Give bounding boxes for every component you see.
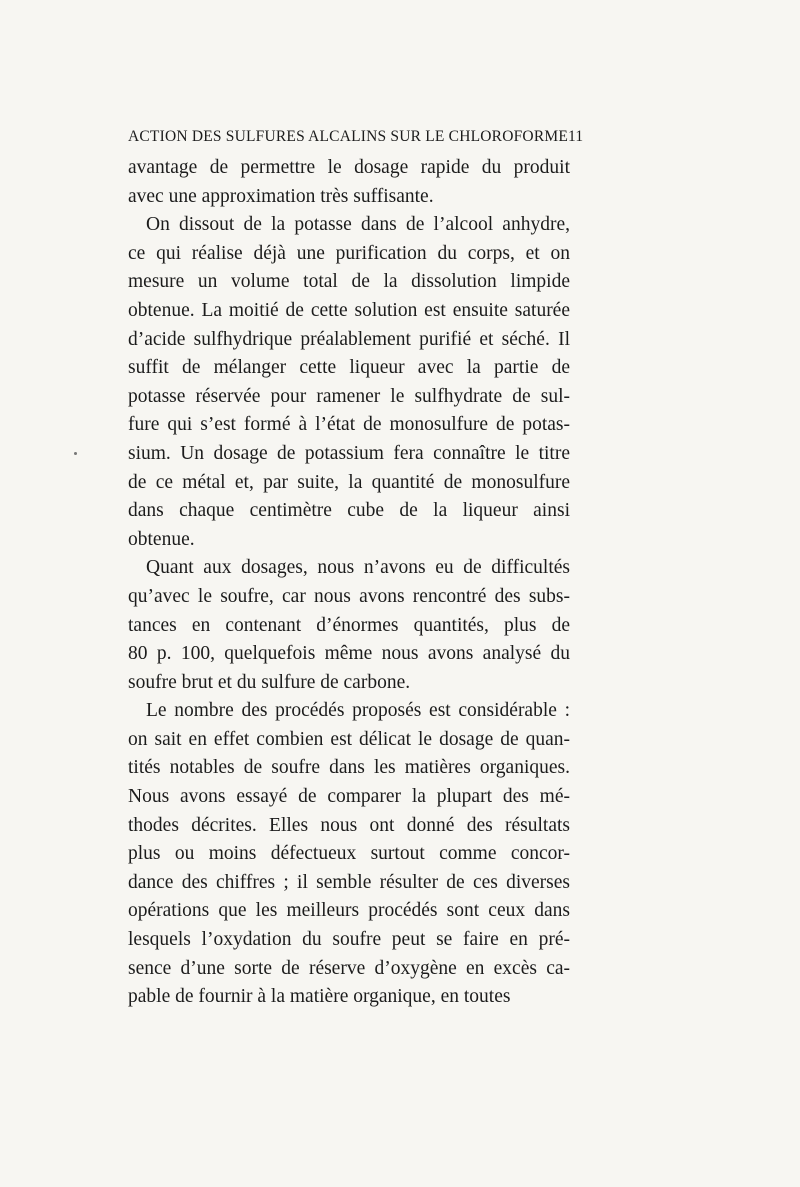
text-line: On dissout de la potasse dans de l’alcool anhydre,	[146, 214, 570, 236]
text-line: sence d’une sorte de réserve d’oxygène en excès ca-	[128, 957, 570, 979]
body-text	[128, 154, 570, 1012]
text-line: tances en contenant d’énormes quantités, plus de	[128, 614, 570, 636]
text-line: thodes décrites. Elles nous ont donné des résultats	[128, 814, 570, 836]
text-line: on sait en effet combien est délicat le dosage de quan-	[128, 728, 570, 750]
text-line: suffit de mélanger cette liqueur avec la partie de	[128, 357, 570, 379]
text-line: plus ou moins défectueux surtout comme concor-	[128, 843, 570, 865]
text-line: avec une approximation très suffisante.	[128, 185, 434, 207]
text-line: sium. Un dosage de potassium fera connaître le titre	[128, 442, 570, 464]
running-title: ACTION DES SULFURES ALCALINS SUR LE CHLOROFORME	[128, 128, 569, 145]
text-line: lesquels l’oxydation du soufre peut se faire en pré-	[128, 929, 570, 951]
text-line: 80 p. 100, quelquefois même nous avons analysé du	[128, 643, 570, 665]
text-line: Nous avons essayé de comparer la plupart des mé-	[128, 786, 570, 808]
text-line: Le nombre des procédés proposés est considérable :	[146, 700, 570, 722]
paragraph	[128, 554, 570, 697]
text-line: obtenue. La moitié de cette solution est ensuite saturée	[128, 299, 570, 321]
text-line: tités notables de soufre dans les matières organiques.	[128, 757, 570, 779]
page-number: 11	[568, 128, 584, 145]
print-speck	[74, 452, 77, 455]
text-line: ce qui réalise déjà une purification du corps, et on	[128, 242, 570, 264]
text-line: soufre brut et du sulfure de carbone.	[128, 671, 411, 693]
text-line: fure qui s’est formé à l’état de monosulfure de potas-	[128, 414, 570, 436]
text-line: d’acide sulfhydrique préalablement purifié et séché. Il	[128, 328, 570, 350]
text-line: qu’avec le soufre, car nous avons rencontré des subs-	[128, 585, 570, 607]
paragraph	[128, 211, 570, 554]
text-line: opérations que les meilleurs procédés sont ceux dans	[128, 900, 570, 922]
text-line: pable de fournir à la matière organique, en toutes	[128, 986, 511, 1008]
text-line: dance des chiffres ; il semble résulter de ces diverses	[128, 871, 570, 893]
text-line: avantage de permettre le dosage rapide du produit	[128, 157, 570, 178]
text-line: obtenue.	[128, 528, 195, 550]
text-line: potasse réservée pour ramener le sulfhydrate de sul-	[128, 385, 570, 407]
text-line: mesure un volume total de la dissolution limpide	[128, 271, 570, 293]
running-head	[128, 128, 584, 146]
text-line: dans chaque centimètre cube de la liqueur ainsi	[128, 500, 570, 522]
paragraph	[128, 697, 570, 1012]
text-line: de ce métal et, par suite, la quantité de monosulfure	[128, 471, 570, 493]
paragraph	[128, 154, 570, 211]
text-line: Quant aux dosages, nous n’avons eu de difficultés	[146, 557, 570, 579]
